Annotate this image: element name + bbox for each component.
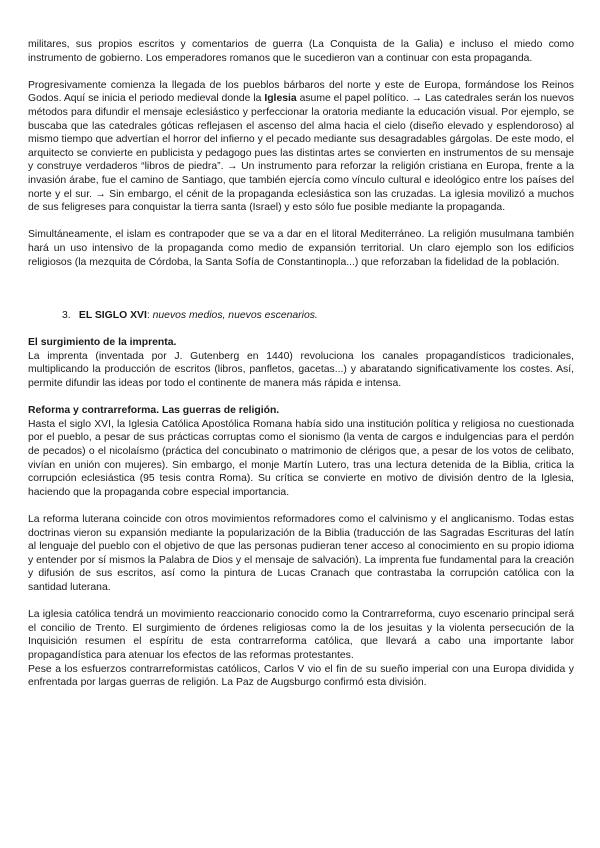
section-heading [62,309,574,323]
paragraph-medieval-church-part2: asume el papel político. → Las catedrales serán los nuevos métodos para difundir el mensaje eclesiástico y perfeccionar la oratoria mediante la educación visual. Por ejemplo, se buscaba que las catedrales góticas reflejasen el ascenso del alma hacia el cielo (diseño elevado y esplendoroso) al mismo tiempo que advertían el horror del infierno y el pecado mediante sus desagradables gárgolas. De este modo, el arquitecto se convierte en publicista y pedagogo pues las distintas artes se convierten en instrumentos de su mensaje y construye verdaderos “libros de piedra”. → Un instrumento para reforzar la religión cristiana en Europa, frente a la invasión árabe, fue el camino de Santiago, que también ejercía como vínculo cultural e ideológico entre los países del norte y el sur. → Sin embargo, el cénit de la propaganda eclesiástica son las cruzadas. La iglesia movilizó a muchos de sus feligreses para conquistar la tierra santa (Israel) y esto sólo fue posible mediante la propaganda. [28,93,575,214]
reforma-heading: Reforma y contrarreforma. Las guerras de religión. [28,405,280,417]
paragraph-roman-propaganda: militares, sus propios escritos y comentarios de guerra (La Conquista de la Galia) e incluso el miedo como instrumento de gobierno. Los emperadores romanos que le sucedieron van a continuar con esta propaganda. [28,39,574,64]
section-number: 3. [62,310,71,322]
paragraph-islam: Simultáneamente, el islam es contrapoder que se va a dar en el litoral Mediterráneo. La religión musulmana también hará un uso intensivo de la propaganda como medio de expansión territorial. Un claro ejemplo son los edificios religiosos (la mezquita de Córdoba, la Santa Sofía de Constantinopla...) que reforzaban la fidelidad de la población. [28,229,574,268]
reforma-paragraph-3: La iglesia católica tendrá un movimiento reaccionario conocido como la Contrarreforma, cuyo escenario principal será el concilio de Trento. El surgimiento de órdenes religiosas como la de los jesuitas y la violenta persecución de la Inquisición resumen el espíritu de esta contrarreforma católica, que llevará a cabo una importante labor propagandística para atenuar los efectos de las reformas protestantes. [28,609,574,661]
reforma-paragraph-1: Hasta el siglo XVI, la Iglesia Católica Apostólica Romana había sido una institución política y religiosa no cuestionada por el pueblo, a pesar de sus prácticas corruptas como el sionismo (la venta de cargos e indulgencias para el perdón de pecados) o el nicolaísmo (práctica del concubinato o matrimonio de clérigos que, a pesar de los votos de celibato, vivían en unión con mujeres). Sin embargo, el monje Martín Lutero, tras una lectura detenida de la Biblia, critica la corrupción eclesiástica (95 tesis contra Roma). Su crítica se convierte en motivo de división dentro de la Iglesia, haciendo que la propaganda cobre especial importancia. [28,418,574,498]
imprenta-heading: El surgimiento de la imprenta. [28,337,177,349]
reforma-paragraph-2: La reforma luterana coincide con otros movimientos reformadores como el calvinismo y el anglicanismo. Todas estas doctrinas vieron su expansión mediante la popularización de la Biblia (traducción de las Sagradas Escrituras del latín al lenguaje del pueblo con el objetivo de que las personas pudieran tener acceso al conocimiento en su propio idioma y entender por sí mismos la Palabra de Dios y el mensaje de salvación). La imprenta fue fundamental para la creación y difusión de sus escritos, así como la pintura de Lucas Cranach que contrastaba la corrupción católica con la santidad luterana. [28,514,574,593]
section-subtitle: nuevos medios, nuevos escenarios. [152,310,318,322]
imprenta-paragraph: La imprenta (inventada por J. Gutenberg en 1440) revoluciona los canales propagandísticos tradicionales, multiplicando la producción de escritos (libros, panfletos, gacetas...) y abaratando significativamente los costes. Así, permite difundir las ideas por todo el continente de manera más rápida e intensa. [28,350,574,390]
paragraph-medieval-church-part1: Progresivamente comienza la llegada de los pueblos bárbaros del norte y este de Europa, formándose los Reinos Godos. Aquí se inicia el periodo medieval donde la [28,79,574,105]
section-colon: : [146,310,150,322]
reforma-paragraph-4: Pese a los esfuerzos contrarreformistas católicos, Carlos V vio el fin de su sueño imperial con una Europa dividida y enfrentada por largas guerras de religión. La Paz de Augsburgo confirmó esta división. [28,663,574,689]
section-title: EL SIGLO XVI [78,310,147,322]
paragraph-medieval-church [28,79,574,215]
iglesia-bold: Iglesia [264,93,297,105]
